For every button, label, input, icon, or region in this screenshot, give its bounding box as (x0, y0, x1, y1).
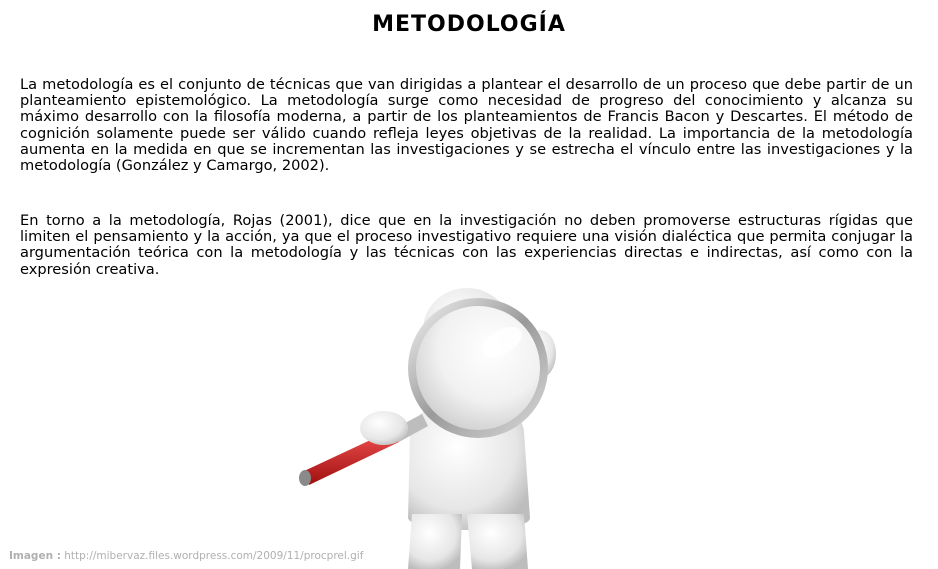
magnifier-lens (408, 298, 548, 438)
figure-hand-left (360, 411, 408, 445)
page-title: METODOLOGÍA (372, 12, 566, 37)
figure-leg-right (467, 514, 528, 569)
figure-leg-left (408, 514, 462, 569)
magnifier-figure-illustration (262, 282, 642, 569)
paragraph-1: La metodología es el conjunto de técnicas que van dirigidas a plantear el desarrollo de un proceso que debe partir de un planteamiento epistemológico. La metodología surge como necesidad de progreso del conocimiento y alcanza su máximo desarrollo con la filosofía moderna, a partir de los planteamientos de Francis Bacon y Descartes. El método de cognición solamente puede ser válido cuando refleja leyes objetivas de la realidad. La importancia de la metodología aumenta en la medida en que se incrementan las investigaciones y se estrecha el vínculo entre las investigaciones y la metodología (González y Camargo, 2002). (20, 76, 913, 175)
caption-label: Imagen : (9, 550, 61, 562)
image-caption (9, 550, 363, 562)
caption-url: http://mibervaz.files.wordpress.com/2009/11/procprel.gif (64, 550, 364, 562)
paragraph-2: En torno a la metodología, Rojas (2001), dice que en la investigación no deben promoverse estructuras rígidas que limiten el pensamiento y la acción, ya que el proceso investigativo requiere una visión dialéctica que permita conjugar la argumentación teórica con la metodología y las técnicas con las experiencias directas e indirectas, así como con la expresión creativa. (20, 212, 913, 278)
